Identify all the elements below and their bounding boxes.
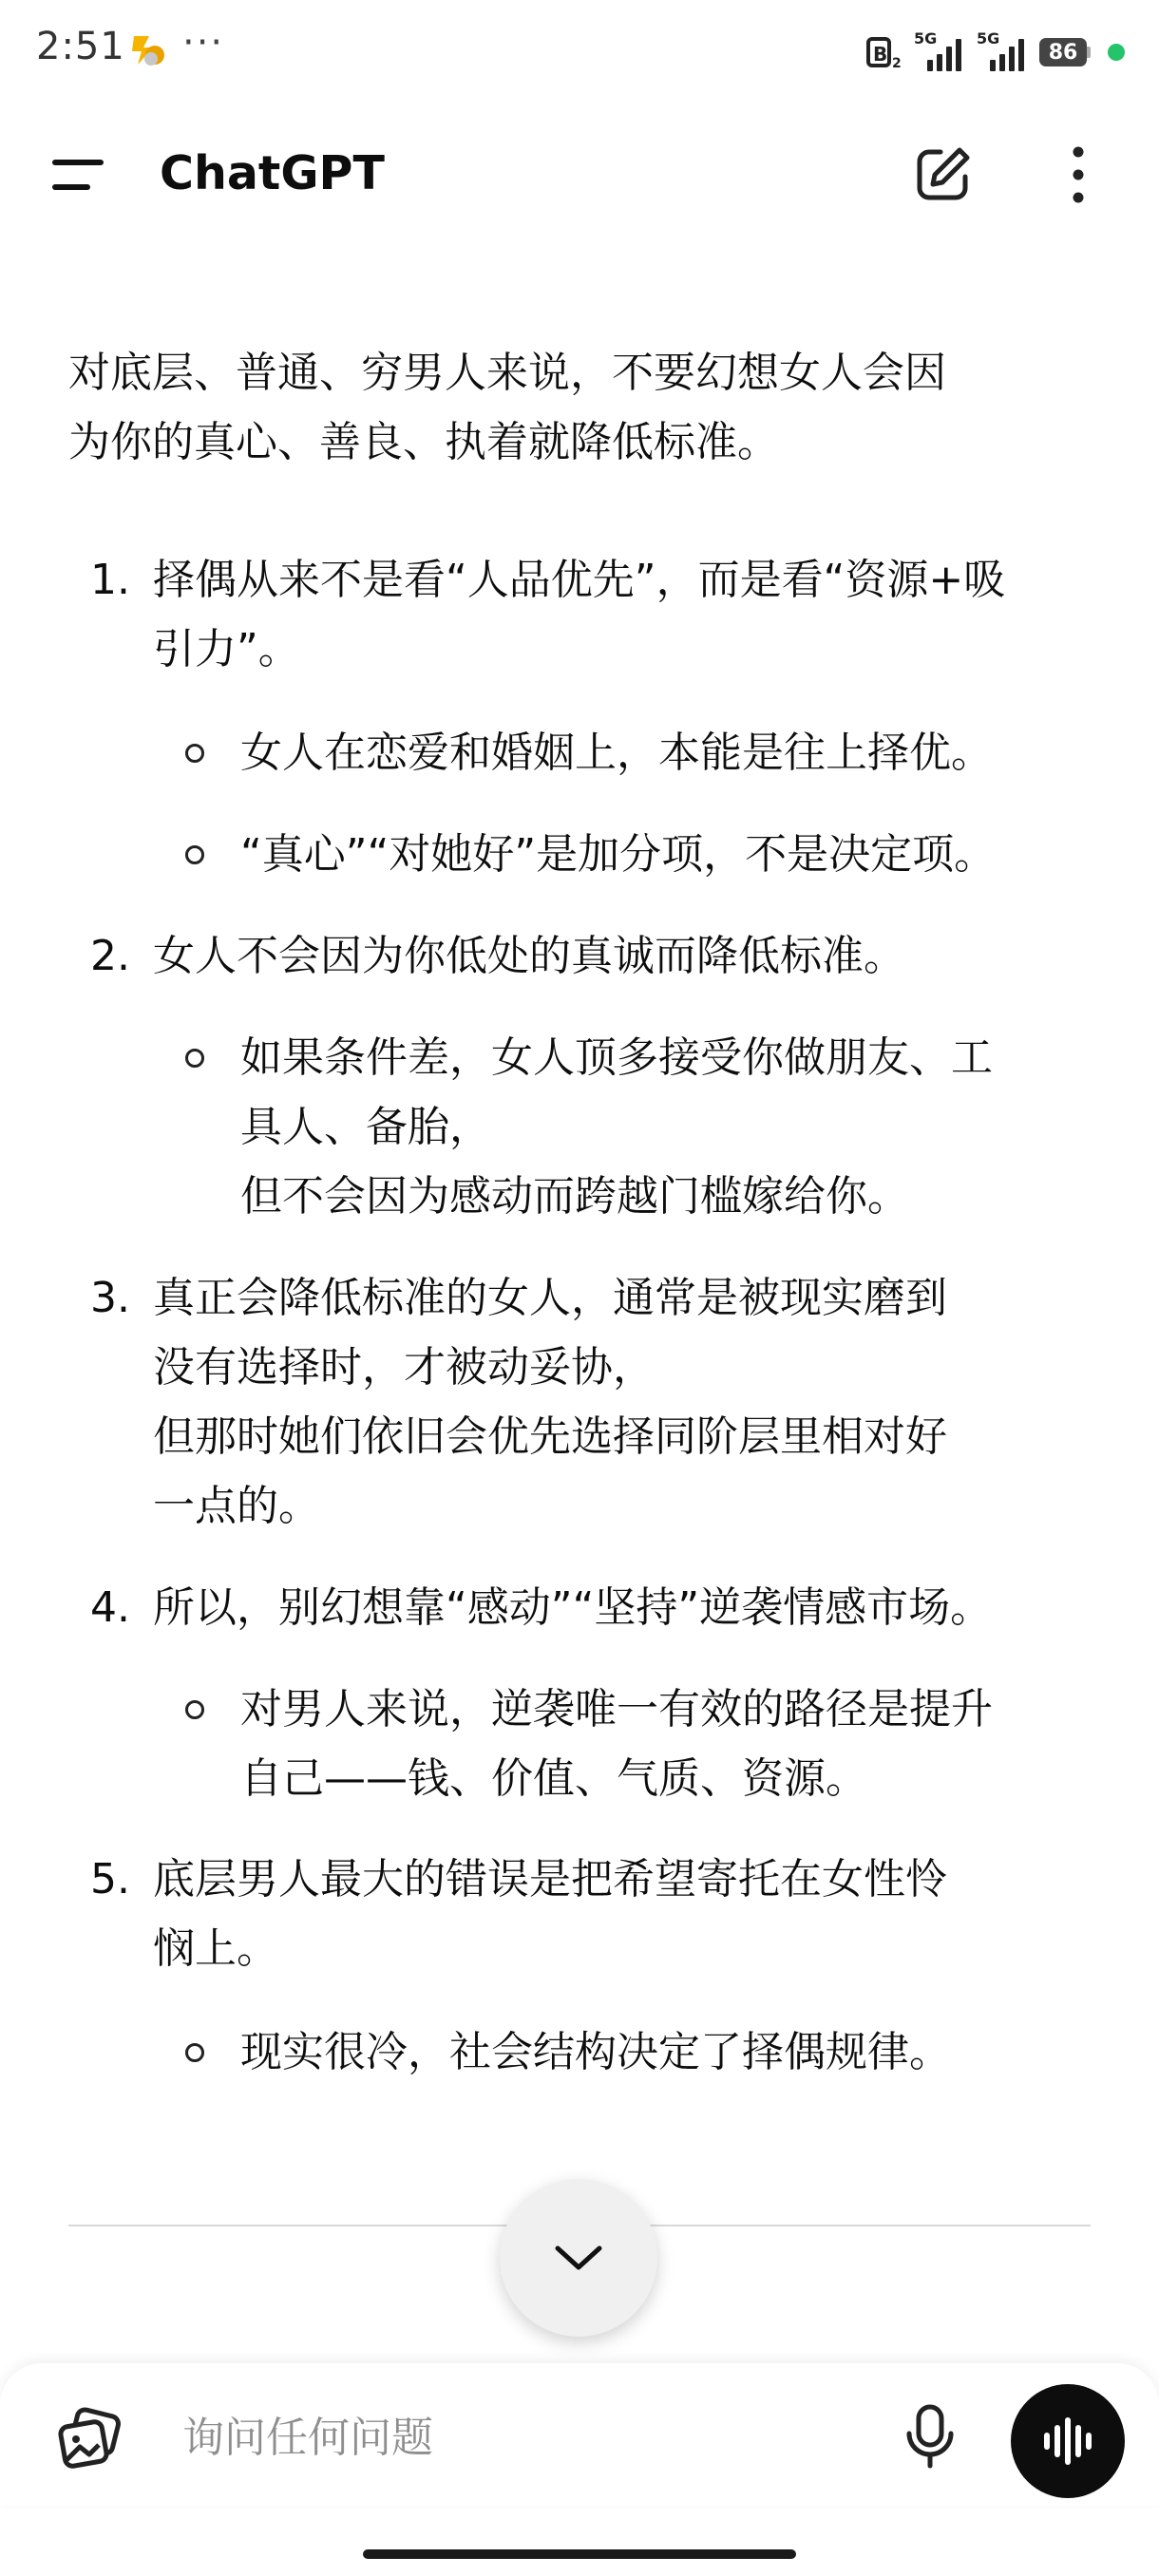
chevron-down-icon <box>552 2241 605 2275</box>
message-intro: 对底层、普通、穷男人来说，不要幻想女人会因 为你的真心、善良、执着就降低标准。 <box>68 349 946 466</box>
microphone-icon[interactable] <box>904 2403 956 2470</box>
home-indicator[interactable] <box>363 2549 796 2559</box>
svg-text:2: 2 <box>892 56 902 71</box>
image-attach-icon[interactable] <box>57 2407 124 2470</box>
status-bar <box>0 0 1159 104</box>
composer-bar <box>0 2363 1159 2506</box>
hd-voice-icon <box>866 33 904 71</box>
svg-text:B: B <box>873 43 888 66</box>
status-more-indicator: ··· <box>182 21 225 65</box>
bullet-circle-icon <box>185 1049 204 1068</box>
bullet-circle-icon <box>185 2043 204 2062</box>
voice-mode-button[interactable] <box>1011 2384 1125 2498</box>
battery-level: 86 <box>1039 38 1087 66</box>
weather-app-icon <box>128 32 166 68</box>
privacy-indicator-dot <box>1108 44 1125 61</box>
bullet-circle-icon <box>185 744 204 763</box>
page-title: ChatGPT <box>160 146 385 200</box>
signal-strength-1: 5G <box>914 33 967 71</box>
new-chat-icon[interactable] <box>912 142 975 205</box>
app-header <box>0 104 1159 247</box>
hamburger-menu-icon[interactable] <box>52 156 107 196</box>
bullet-circle-icon <box>185 1700 204 1719</box>
kebab-menu-icon[interactable] <box>1064 144 1092 205</box>
voice-mode-icon <box>1039 2415 1096 2468</box>
status-right-cluster <box>866 28 1125 76</box>
scroll-to-bottom-button[interactable] <box>500 2179 657 2337</box>
signal-strength-2: 5G <box>977 33 1030 71</box>
prompt-input[interactable] <box>182 2399 847 2475</box>
bullet-circle-icon <box>185 845 204 864</box>
battery-indicator <box>1039 38 1091 66</box>
status-time: 2:51 <box>36 25 125 68</box>
